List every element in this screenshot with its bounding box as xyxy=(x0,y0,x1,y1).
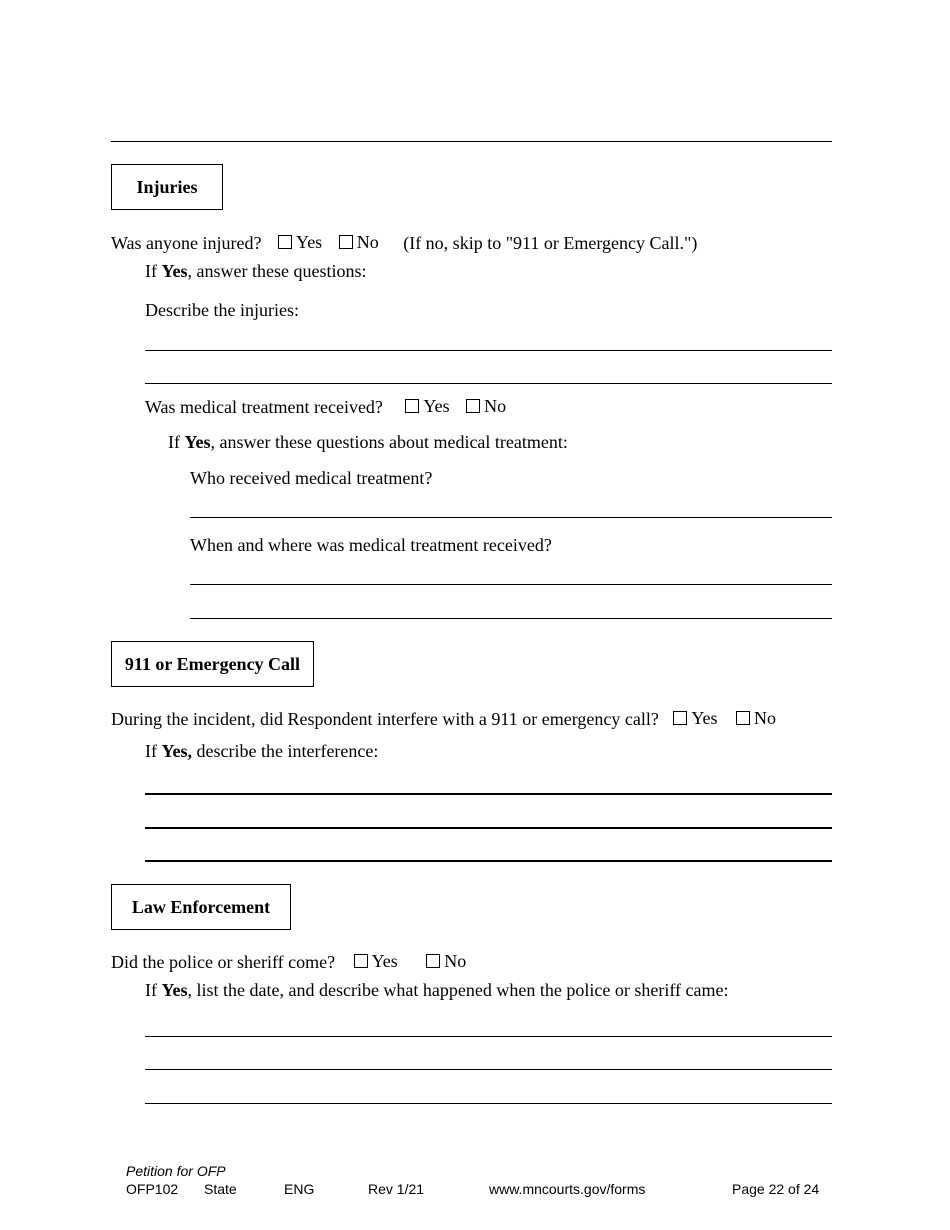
medical-yes-label: Yes xyxy=(423,396,450,416)
yes-bold: Yes xyxy=(184,432,211,452)
emergency-question-row xyxy=(111,707,776,730)
footer-lang: ENG xyxy=(284,1181,315,1197)
when-where-line-1[interactable] xyxy=(190,584,832,585)
medical-no-option[interactable] xyxy=(466,395,506,417)
if-word: If xyxy=(168,432,180,452)
skip-note: (If no, skip to "911 or Emergency Call.") xyxy=(403,233,698,253)
law-yes-checkbox[interactable] xyxy=(354,954,368,968)
medical-yes-option[interactable] xyxy=(405,395,449,417)
medical-question: Was medical treatment received? xyxy=(145,397,383,417)
injured-question-row xyxy=(111,231,697,254)
emergency-header-label: 911 or Emergency Call xyxy=(124,653,301,674)
footer-url[interactable]: www.mncourts.gov/forms xyxy=(489,1181,646,1197)
injured-no-label: No xyxy=(356,232,379,252)
law-question-row xyxy=(111,950,466,973)
law-if-yes xyxy=(145,979,728,1001)
yes-bold: Yes xyxy=(161,261,188,281)
law-header xyxy=(111,884,291,930)
footer-title: Petition for OFP xyxy=(126,1163,226,1179)
injured-question: Was anyone injured? xyxy=(111,233,262,253)
emergency-line-2[interactable] xyxy=(145,827,832,829)
if-yes-rest: , answer these questions: xyxy=(187,261,367,281)
injuries-line-2[interactable] xyxy=(145,383,832,384)
emergency-yes-option[interactable] xyxy=(673,707,717,729)
medical-no-label: No xyxy=(484,396,507,416)
if-yes-medical-rest: , answer these questions about medical treatment: xyxy=(210,432,568,452)
law-no-label: No xyxy=(444,951,467,971)
emergency-no-checkbox[interactable] xyxy=(736,711,750,725)
if-word: If xyxy=(145,980,157,1000)
yes-bold: Yes xyxy=(161,980,188,1000)
law-no-option[interactable] xyxy=(426,950,466,972)
medical-question-row xyxy=(145,395,506,418)
emergency-if-yes xyxy=(145,740,378,762)
law-yes-label: Yes xyxy=(371,951,398,971)
emergency-yes-label: Yes xyxy=(691,708,718,728)
injuries-header-label: Injuries xyxy=(136,176,198,197)
injured-no-option[interactable] xyxy=(339,231,379,253)
injuries-line-1[interactable] xyxy=(145,350,832,351)
injuries-if-yes xyxy=(145,260,366,282)
injured-yes-label: Yes xyxy=(296,232,323,252)
footer-jurisdiction: State xyxy=(204,1181,237,1197)
footer-page: Page 22 of 24 xyxy=(732,1181,820,1197)
top-rule xyxy=(111,141,832,142)
law-line-1[interactable] xyxy=(145,1036,832,1037)
injuries-header xyxy=(111,164,223,210)
emergency-yes-checkbox[interactable] xyxy=(673,711,687,725)
law-yes-option[interactable] xyxy=(354,950,398,972)
emergency-no-option[interactable] xyxy=(736,707,776,729)
law-no-checkbox[interactable] xyxy=(426,954,440,968)
who-received-line[interactable] xyxy=(190,517,832,518)
emergency-no-label: No xyxy=(754,708,777,728)
injured-yes-option[interactable] xyxy=(278,231,322,253)
medical-no-checkbox[interactable] xyxy=(466,399,480,413)
yes-bold: Yes, xyxy=(161,741,192,761)
emergency-rest: describe the interference: xyxy=(192,741,379,761)
emergency-line-3[interactable] xyxy=(145,860,832,862)
law-question: Did the police or sheriff come? xyxy=(111,952,336,972)
when-where-line-2[interactable] xyxy=(190,618,832,619)
injured-no-checkbox[interactable] xyxy=(339,235,353,249)
medical-if-yes xyxy=(168,431,568,453)
if-word: If xyxy=(145,261,157,281)
describe-injuries-label: Describe the injuries: xyxy=(145,300,299,320)
emergency-line-1[interactable] xyxy=(145,793,832,795)
emergency-header xyxy=(111,641,314,687)
if-word: If xyxy=(145,741,157,761)
law-header-label: Law Enforcement xyxy=(131,896,271,917)
law-rest: , list the date, and describe what happened when the police or sheriff came: xyxy=(187,980,729,1000)
injured-yes-checkbox[interactable] xyxy=(278,235,292,249)
footer-rev: Rev 1/21 xyxy=(368,1181,425,1197)
when-where-label: When and where was medical treatment received? xyxy=(190,535,552,555)
law-line-3[interactable] xyxy=(145,1103,832,1104)
footer-form: OFP102 xyxy=(126,1181,179,1197)
who-received-label: Who received medical treatment? xyxy=(190,468,433,488)
emergency-question: During the incident, did Respondent interfere with a 911 or emergency call? xyxy=(111,709,659,729)
medical-yes-checkbox[interactable] xyxy=(405,399,419,413)
law-line-2[interactable] xyxy=(145,1069,832,1070)
